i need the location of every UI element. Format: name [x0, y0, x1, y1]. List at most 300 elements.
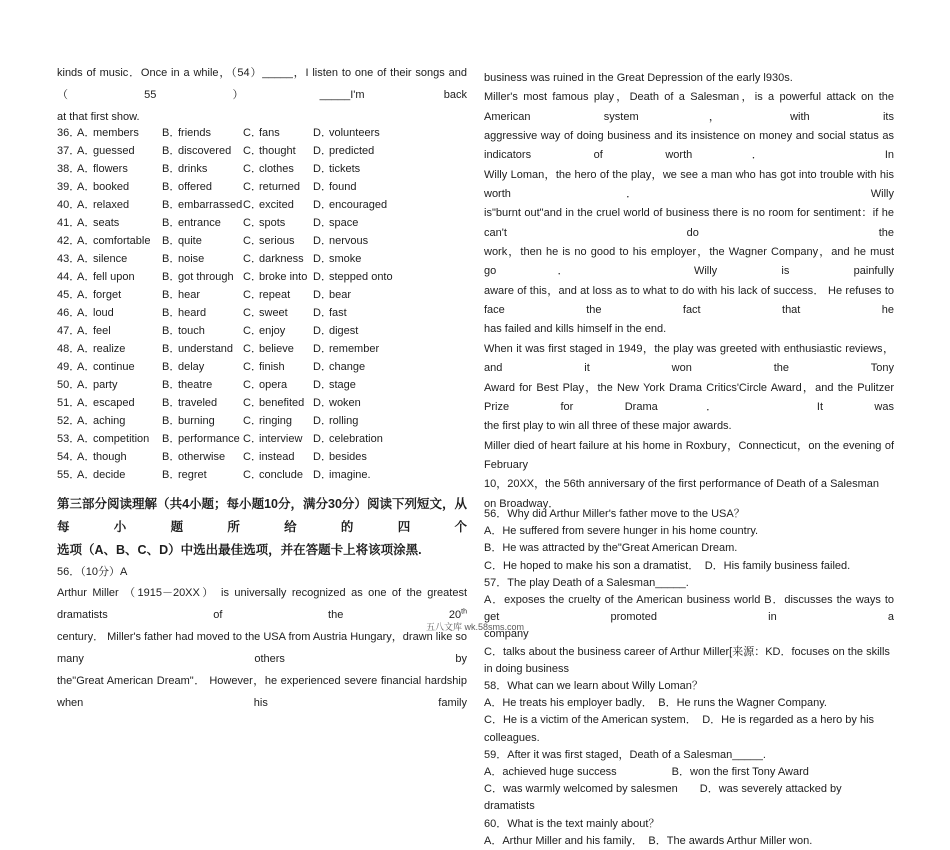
option-c-label: C．: [243, 181, 262, 193]
option-d: [313, 430, 467, 448]
option-b-text: theatre: [178, 379, 213, 391]
answer-option-line: C．was warmly welcomed by salesmen D．was severely attacked by dramatists: [484, 783, 842, 813]
option-a-text: silence: [93, 253, 128, 265]
question-row: [57, 124, 467, 142]
question-row: [57, 250, 467, 268]
option-c: [243, 250, 313, 268]
option-d: [313, 214, 467, 232]
option-b: [162, 376, 243, 394]
option-b-label: B．: [162, 145, 181, 157]
reading-passage-right: [484, 69, 894, 514]
passage-line: aware of this，and at loss as to what to do with his lack of success． He refuses to face the fact that he: [484, 284, 894, 317]
option-a-text: members: [93, 127, 139, 139]
question-line: 59．After it was first staged，Death of a Salesman_____.: [484, 748, 766, 761]
question-number: 49．: [57, 361, 81, 373]
option-a: [77, 232, 162, 250]
option-c: [243, 322, 313, 340]
question-number: 40．: [57, 199, 81, 211]
option-d-label: D．: [313, 397, 332, 409]
option-c-label: C．: [243, 361, 262, 373]
option-c: [243, 340, 313, 358]
option-d-text: besides: [329, 451, 367, 463]
answer-option-line: B．He was attracted by the"Great American Dream.: [484, 542, 738, 555]
option-d: [313, 412, 467, 430]
option-c: [243, 286, 313, 304]
option-d-label: D．: [313, 163, 332, 175]
option-d: [313, 196, 467, 214]
option-c: [243, 124, 313, 142]
option-a-text: feel: [93, 325, 111, 337]
option-c-text: sweet: [259, 307, 288, 319]
option-a: [77, 250, 162, 268]
option-b-text: discovered: [178, 145, 232, 157]
option-c: [243, 268, 313, 286]
option-c-label: C．: [243, 343, 262, 355]
option-a-text: realize: [93, 343, 126, 355]
option-a: [77, 196, 162, 214]
question-row: [57, 178, 467, 196]
option-c-label: C．: [243, 415, 262, 427]
option-c-text: enjoy: [259, 325, 286, 337]
option-d-text: smoke: [329, 253, 362, 265]
option-d: [313, 178, 467, 196]
option-b-text: delay: [178, 361, 205, 373]
option-d-label: D．: [313, 325, 332, 337]
option-c-label: C．: [243, 379, 262, 391]
question-row: [57, 358, 467, 376]
option-b: [162, 250, 243, 268]
option-d: [313, 322, 467, 340]
option-c-label: C．: [243, 145, 262, 157]
option-d-label: D．: [313, 343, 332, 355]
passage-line: 10，20XX，the 56th anniversary of the first performance of Death of a Salesman on Broadway．: [484, 478, 879, 510]
question-number: 42．: [57, 235, 81, 247]
option-c-text: broke into: [259, 271, 308, 283]
option-c: [243, 160, 313, 178]
option-b: [162, 430, 243, 448]
option-b: [162, 304, 243, 322]
option-c-label: C．: [243, 217, 262, 229]
option-a: [77, 286, 162, 304]
option-d: [313, 466, 467, 484]
passage-line: the"Great American Dream"． However，he experienced severe financial hardship when his family: [57, 675, 467, 709]
option-c: [243, 196, 313, 214]
option-c-text: finish: [259, 361, 285, 373]
option-b: [162, 196, 243, 214]
question-number: 53．: [57, 433, 81, 445]
footer-watermark: 五八文库 wk.58sms.com: [425, 622, 524, 632]
option-b-label: B．: [162, 163, 181, 175]
option-d-text: encouraged: [329, 199, 388, 211]
option-a-label: A．: [77, 361, 96, 373]
option-a-label: A．: [77, 397, 96, 409]
option-b-text: heard: [178, 307, 207, 319]
option-d: [313, 286, 467, 304]
option-d: [313, 394, 467, 412]
option-c-label: C．: [243, 235, 262, 247]
option-d-label: D．: [313, 253, 332, 265]
option-c: [243, 430, 313, 448]
option-b-text: quite: [178, 235, 202, 247]
option-a: [77, 124, 162, 142]
option-b: [162, 448, 243, 466]
option-b-text: touch: [178, 325, 205, 337]
cloze-paragraph-line: kinds of music．Once in a while，（54）_____，I listen to one of their songs and （55）_____I'm back: [57, 67, 467, 101]
question-row: [57, 286, 467, 304]
question-number: 38．: [57, 163, 81, 175]
option-c: [243, 304, 313, 322]
option-c-text: conclude: [259, 469, 304, 481]
option-a: [77, 358, 162, 376]
answer-option-line: A．He suffered from severe hunger in his home country.: [484, 525, 759, 538]
option-a: [77, 448, 162, 466]
option-c-text: clothes: [259, 163, 294, 175]
option-d-label: D．: [313, 127, 332, 139]
option-c-label: C．: [243, 163, 262, 175]
option-d-label: D．: [313, 379, 332, 391]
option-b: [162, 124, 243, 142]
question-number: 37．: [57, 145, 81, 157]
option-d-label: D．: [313, 415, 332, 427]
option-b-text: otherwise: [178, 451, 226, 463]
option-d-text: bear: [329, 289, 352, 301]
option-a-label: A．: [77, 217, 96, 229]
option-a: [77, 340, 162, 358]
option-b-text: hear: [178, 289, 201, 301]
question-row: [57, 304, 467, 322]
option-c-label: C．: [243, 127, 262, 139]
passage-line: Miller's most famous play，Death of a Salesman，is a powerful attack on the American system，with its: [484, 91, 894, 123]
option-a-label: A．: [77, 379, 96, 391]
answer-option-line: C．He hoped to make his son a dramatist． D．His family business failed.: [484, 559, 851, 572]
option-b: [162, 214, 243, 232]
option-b-text: understand: [178, 343, 234, 355]
option-a: [77, 304, 162, 322]
option-a-text: relaxed: [93, 199, 130, 211]
passage-line: business was ruined in the Great Depression of the early l930s.: [484, 72, 793, 84]
option-a-label: A．: [77, 181, 96, 193]
option-d: [313, 160, 467, 178]
question-number: 52．: [57, 415, 81, 427]
question-row: [57, 466, 467, 484]
option-c-label: C．: [243, 253, 262, 265]
option-a: [77, 142, 162, 160]
option-a-label: A．: [77, 469, 96, 481]
option-b-text: noise: [178, 253, 205, 265]
option-c-text: fans: [259, 127, 280, 139]
option-a-label: A．: [77, 271, 96, 283]
option-c-label: C．: [243, 433, 262, 445]
option-b: [162, 412, 243, 430]
question-row: [57, 322, 467, 340]
option-b: [162, 394, 243, 412]
option-c-text: interview: [259, 433, 303, 445]
option-b: [162, 466, 243, 484]
option-d-text: found: [329, 181, 357, 193]
option-d: [313, 304, 467, 322]
question-row: [57, 394, 467, 412]
option-d-text: tickets: [329, 163, 361, 175]
option-c-label: C．: [243, 289, 262, 301]
option-b-text: embarrassed: [178, 199, 243, 211]
option-d-text: rolling: [329, 415, 359, 427]
passage-line: is"burnt out"and in the cruel world of business there is no room for sentiment：if he can't do the: [484, 207, 894, 239]
option-a-label: A．: [77, 289, 96, 301]
option-c: [243, 394, 313, 412]
option-a-text: guessed: [93, 145, 135, 157]
option-a-text: comfortable: [93, 235, 151, 247]
right-column: [484, 69, 894, 850]
question-row: [57, 232, 467, 250]
answer-option-line: C．talks about the business career of Arthur Miller[来源：KD．focuses on the skills in doing business: [484, 645, 890, 675]
cloze-paragraph-line: at that first show.: [57, 111, 140, 123]
option-b-label: B．: [162, 181, 181, 193]
option-b: [162, 322, 243, 340]
option-a-text: flowers: [93, 163, 128, 175]
option-a-text: though: [93, 451, 127, 463]
option-c-text: ringing: [259, 415, 293, 427]
passage-line: Award for Best Play，the New York Drama Critics'Circle Award，and the Pulitzer Prize for Drama． It was: [484, 381, 894, 413]
option-a-label: A．: [77, 415, 96, 427]
question-number: 39．: [57, 181, 81, 193]
passage-line: Willy Loman，the hero of the play，we see a man who has got into trouble with his worth． Willy: [484, 168, 894, 201]
option-c-text: benefited: [259, 397, 305, 409]
option-a: [77, 214, 162, 232]
option-b-label: B．: [162, 361, 181, 373]
passage-line: work，then he is no good to his employer，the Wagner Company，and he must go． Willy is painfully: [484, 246, 894, 278]
option-a-text: competition: [93, 433, 150, 445]
option-d-label: D．: [313, 433, 332, 445]
option-d-text: remember: [329, 343, 380, 355]
answer-option-line: company: [484, 628, 529, 641]
option-d-label: D．: [313, 289, 332, 301]
option-a-label: A．: [77, 307, 96, 319]
option-b-label: B．: [162, 397, 181, 409]
question-number: 44．: [57, 271, 81, 283]
option-b-label: B．: [162, 325, 181, 337]
option-b-text: drinks: [178, 163, 208, 175]
option-c-text: thought: [259, 145, 296, 157]
reading-passage-left: [57, 582, 467, 714]
option-b-label: B．: [162, 271, 181, 283]
question-row: [57, 196, 467, 214]
option-c-label: C．: [243, 271, 262, 283]
option-a-label: A．: [77, 343, 96, 355]
option-c: [243, 214, 313, 232]
option-c-label: C．: [243, 451, 262, 463]
option-b-label: B．: [162, 127, 181, 139]
option-b: [162, 340, 243, 358]
passage-line: century． Miller's father had moved to the USA from Austria Hungary，drawn like so many others by: [57, 631, 467, 665]
passage-line: the first play to win all three of these major awards.: [484, 420, 732, 433]
option-b-label: B．: [162, 451, 181, 463]
option-b-label: B．: [162, 469, 181, 481]
option-b: [162, 232, 243, 250]
option-c-label: C．: [243, 199, 262, 211]
option-b: [162, 268, 243, 286]
passage-line: Miller died of heart failure at his home in Roxbury，Connecticut，on the evening of February: [484, 439, 894, 471]
option-c: [243, 358, 313, 376]
option-a-label: A．: [77, 451, 96, 463]
option-d-label: D．: [313, 307, 332, 319]
answer-option-line: A．Arthur Miller and his family． B．The awards Arthur Miller won.: [484, 834, 813, 847]
option-b-label: B．: [162, 199, 181, 211]
option-b-label: B．: [162, 433, 181, 445]
option-a-label: A．: [77, 235, 96, 247]
option-d-text: digest: [329, 325, 359, 337]
option-d-label: D．: [313, 271, 332, 283]
option-d: [313, 124, 467, 142]
question-number: 48．: [57, 343, 81, 355]
option-a-label: A．: [77, 127, 96, 139]
option-c-label: C．: [243, 469, 262, 481]
option-d: [313, 448, 467, 466]
question-line: 58．What can we learn about Willy Loman？: [484, 679, 703, 692]
option-a: [77, 466, 162, 484]
question-line: 56．Why did Arthur Miller's father move to the USA？: [484, 507, 745, 520]
passage-line: has failed and kills himself in the end.: [484, 323, 667, 336]
option-a-text: party: [93, 379, 118, 391]
question-row: [57, 268, 467, 286]
answer-option-line: A．achieved huge success B．won the first Tony Award: [484, 765, 809, 778]
section-header-line: 选项（A、B、C、D）中选出最佳选项，并在答题卡上将该项涂黑.: [57, 543, 422, 557]
option-c-text: believe: [259, 343, 294, 355]
option-d-text: woken: [329, 397, 361, 409]
option-a: [77, 376, 162, 394]
option-b-text: friends: [178, 127, 212, 139]
question-number: 51．: [57, 397, 81, 409]
option-d-text: imagine.: [329, 469, 371, 481]
option-b-text: burning: [178, 415, 215, 427]
option-a-text: decide: [93, 469, 126, 481]
option-a-text: continue: [93, 361, 135, 373]
option-b-text: regret: [178, 469, 207, 481]
option-d-label: D．: [313, 217, 332, 229]
option-d: [313, 376, 467, 394]
option-c-text: repeat: [259, 289, 291, 301]
option-b-label: B．: [162, 343, 181, 355]
question-number: 54．: [57, 451, 81, 463]
option-c: [243, 178, 313, 196]
option-c-label: C．: [243, 307, 262, 319]
option-a: [77, 412, 162, 430]
option-a: [77, 160, 162, 178]
answer-option-line: A．exposes the cruelty of the American business world B．discusses the ways to get promoted in a: [484, 593, 894, 624]
option-a: [77, 178, 162, 196]
option-a-text: fell upon: [93, 271, 135, 283]
option-c: [243, 232, 313, 250]
option-d-label: D．: [313, 469, 332, 481]
option-b: [162, 286, 243, 304]
option-d-label: D．: [313, 361, 332, 373]
option-c-text: instead: [259, 451, 295, 463]
question-56-score-label: 56．（10分）A: [57, 566, 128, 578]
question-number: 50．: [57, 379, 81, 391]
option-b-text: entrance: [178, 217, 221, 229]
question-row: [57, 142, 467, 160]
question-number: 47．: [57, 325, 81, 337]
option-c: [243, 466, 313, 484]
option-b: [162, 178, 243, 196]
option-c-text: serious: [259, 235, 295, 247]
option-b-text: traveled: [178, 397, 218, 409]
option-b-label: B．: [162, 307, 181, 319]
question-number: 45．: [57, 289, 81, 301]
option-b-label: B．: [162, 253, 181, 265]
answer-option-line: A．He treats his employer badly． B．He runs the Wagner Company.: [484, 697, 827, 710]
option-b-text: performance: [178, 433, 240, 445]
option-a-label: A．: [77, 199, 96, 211]
option-d-text: nervous: [329, 235, 369, 247]
option-a: [77, 430, 162, 448]
question-row: [57, 448, 467, 466]
option-d: [313, 250, 467, 268]
option-d-label: D．: [313, 451, 332, 463]
option-a: [77, 268, 162, 286]
option-c: [243, 448, 313, 466]
section-header-line: 第三部分阅读理解（共4小题；每小题10分，满分30分）阅读下列短文，从每小题所给的四个: [57, 497, 467, 534]
option-b-text: offered: [178, 181, 213, 193]
option-b-text: got through: [178, 271, 234, 283]
option-a-text: loud: [93, 307, 114, 319]
option-a-text: booked: [93, 181, 130, 193]
cloze-options-block: [57, 124, 467, 484]
option-b-label: B．: [162, 415, 181, 427]
option-d-text: fast: [329, 307, 347, 319]
option-d-text: change: [329, 361, 366, 373]
option-c: [243, 376, 313, 394]
question-row: [57, 376, 467, 394]
option-d-text: celebration: [329, 433, 383, 445]
option-d: [313, 340, 467, 358]
option-c: [243, 412, 313, 430]
answer-option-line: C．He is a victim of the American system． D．He is regarded as a hero by his colleagues.: [484, 714, 875, 744]
question-row: [57, 214, 467, 232]
superscript-th: th: [461, 608, 467, 616]
passage-line: aggressive way of doing business and its insistence on money and social status as indicators of worth． In: [484, 130, 894, 162]
left-column: [57, 62, 467, 714]
option-a-label: A．: [77, 433, 96, 445]
option-c-text: returned: [259, 181, 300, 193]
option-a-label: A．: [77, 163, 96, 175]
option-c-text: darkness: [259, 253, 304, 265]
question-row: [57, 340, 467, 358]
option-c: [243, 142, 313, 160]
option-a-text: forget: [93, 289, 122, 301]
question-line: 57．The play Death of a Salesman_____.: [484, 576, 689, 589]
option-a: [77, 322, 162, 340]
section-header: [57, 493, 467, 562]
question-row: [57, 412, 467, 430]
passage-line: When it was first staged in 1949，the play was greeted with enthusiastic reviews，and it won the Tony: [484, 342, 894, 375]
option-d-text: volunteers: [329, 127, 380, 139]
option-c-text: opera: [259, 379, 288, 391]
question-number: 43．: [57, 253, 81, 265]
option-d-text: stepped onto: [329, 271, 393, 283]
option-a-text: escaped: [93, 397, 135, 409]
question-line: 60．What is the text mainly about？: [484, 817, 660, 830]
option-c-text: spots: [259, 217, 286, 229]
option-b-label: B．: [162, 379, 181, 391]
question-number: 36．: [57, 127, 81, 139]
question-row: [57, 430, 467, 448]
option-c-label: C．: [243, 325, 262, 337]
option-d-label: D．: [313, 235, 332, 247]
option-b-label: B．: [162, 217, 181, 229]
option-b: [162, 160, 243, 178]
option-c-text: excited: [259, 199, 294, 211]
option-b: [162, 358, 243, 376]
